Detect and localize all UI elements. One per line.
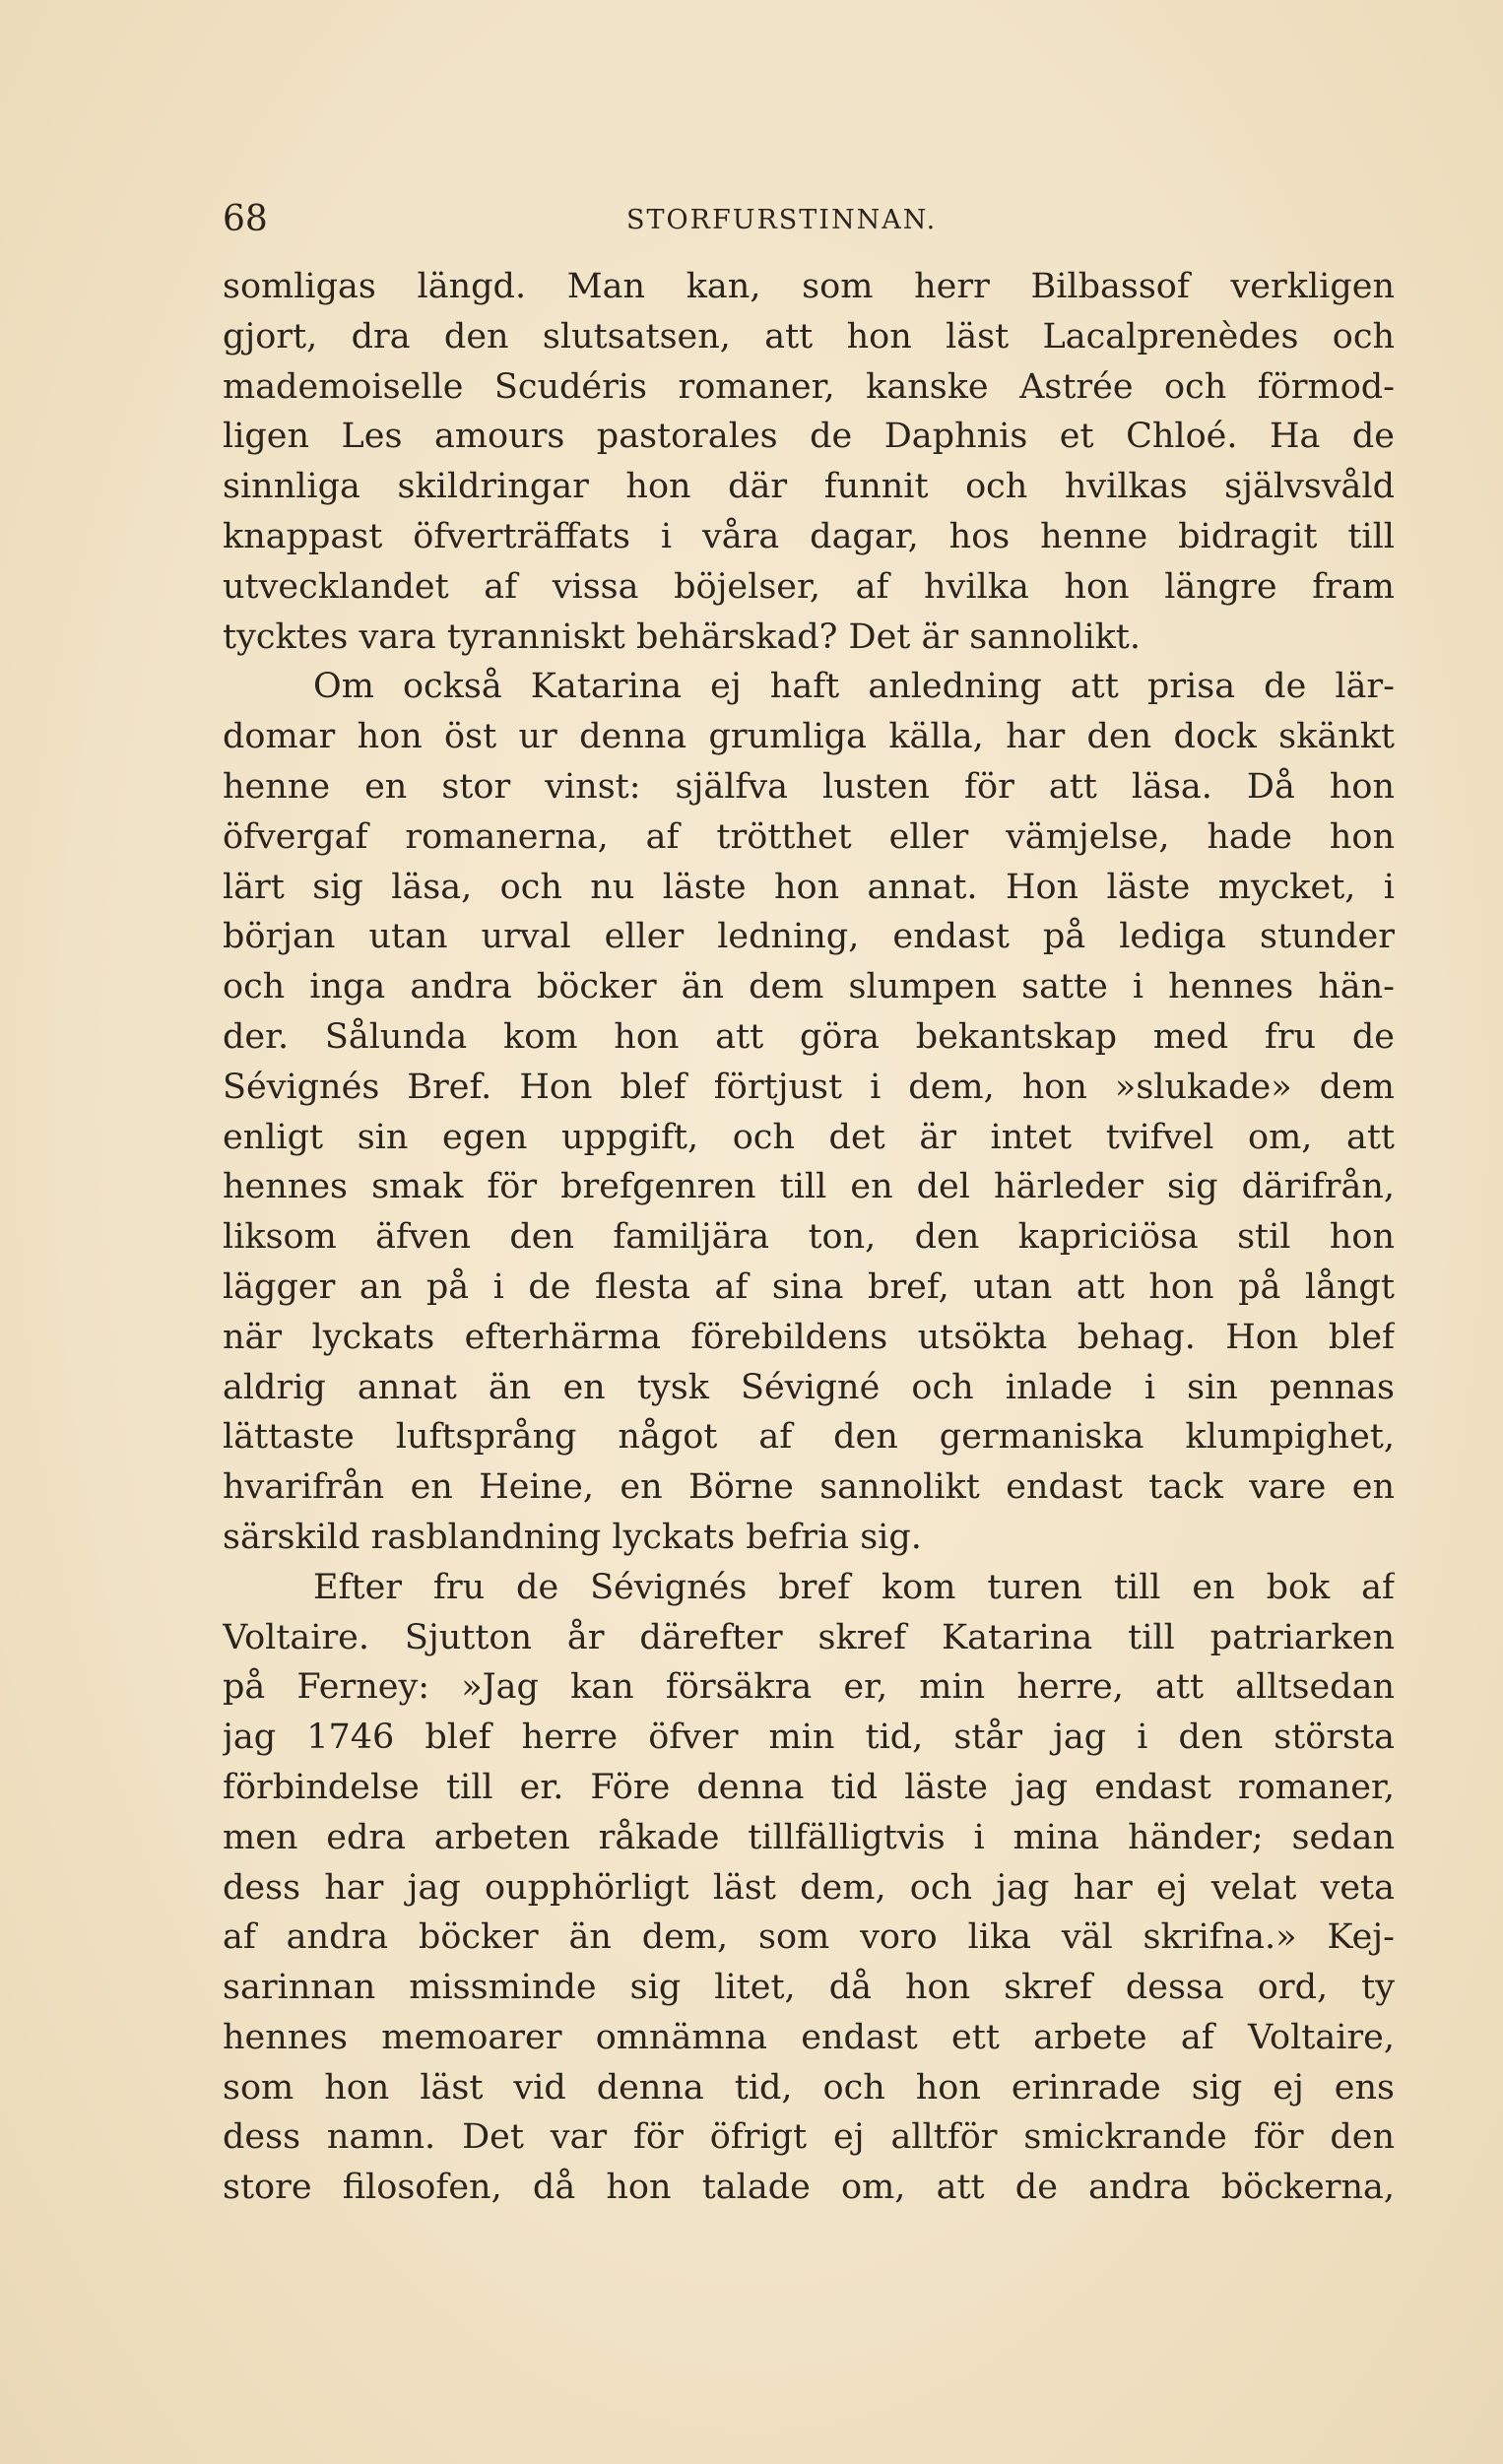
text-line: tycktes vara tyranniskt behärskad? Det är sannolikt.	[223, 616, 1141, 657]
page-header	[223, 195, 1395, 244]
text-line: på Ferney: »Jag kan försäkra er, min herre, att alltsedan	[223, 1667, 1395, 1708]
text-line: utvecklandet af vissa böjelser, af hvilka hon längre fram	[223, 566, 1395, 607]
text-line: lättaste luftsprång något af den germaniska klumpighet,	[223, 1417, 1395, 1458]
text-line: aldrig annat än en tysk Sévigné och inlade i sin pennas	[223, 1367, 1395, 1407]
text-line: liksom äfven den familjära ton, den kapriciösa stil hon	[223, 1217, 1395, 1258]
text-line: öfvergaf romanerna, af trötthet eller vämjelse, hade hon	[223, 816, 1395, 857]
text-line: sinnliga skildringar hon där funnit och hvilkas självsvåld	[223, 467, 1395, 507]
text-line: enligt sin egen uppgift, och det är intet tvifvel om, att	[223, 1117, 1395, 1157]
text-line: hennes smak för brefgenren till en del härleder sig därifrån,	[223, 1167, 1395, 1207]
text-line: hennes memoarer omnämna endast ett arbete af Voltaire,	[223, 2017, 1395, 2057]
text-line: lägger an på i de flesta af sina bref, utan att hon på långt	[223, 1266, 1395, 1307]
text-line: somligas längd. Man kan, som herr Bilbassof verkligen	[223, 267, 1395, 306]
body-text	[223, 262, 1395, 2213]
text-line: store filosofen, då hon talade om, att de andra böckerna,	[223, 2168, 1395, 2208]
running-title: STORFURSTINNAN.	[626, 205, 938, 235]
text-line: henne en stor vinst: själfva lusten för att läsa. Då hon	[223, 766, 1395, 807]
text-line: när lyckats efterhärma förebildens utsökta behag. Hon blef	[223, 1317, 1395, 1357]
page-number: 68	[223, 199, 268, 239]
text-line: ligen Les amours pastorales de Daphnis et Chloé. Ha de	[223, 417, 1395, 457]
text-line: dess har jag oupphörligt läst dem, och jag har ej velat veta	[223, 1867, 1395, 1908]
text-line: lärt sig läsa, och nu läste hon annat. Hon läste mycket, i	[223, 867, 1395, 907]
text-line: särskild rasblandning lyckats befria sig.	[223, 1517, 922, 1557]
text-line: och inga andra böcker än dem slumpen satte i hennes hän-	[223, 967, 1395, 1007]
text-line: men edra arbeten råkade tillfälligtvis i mina händer; sedan	[223, 1817, 1395, 1857]
text-line: förbindelse till er. Före denna tid läste jag endast romaner,	[223, 1767, 1395, 1807]
text-line: jag 1746 blef herre öfver min tid, står jag i den största	[223, 1718, 1395, 1758]
text-line: Voltaire. Sjutton år därefter skref Katarina till patriarken	[223, 1617, 1395, 1657]
text-line: der. Sålunda kom hon att göra bekantskap med fru de	[223, 1016, 1395, 1057]
text-line: Sévignés Bref. Hon blef förtjust i dem, hon »slukade» dem	[223, 1067, 1395, 1107]
text-line: sarinnan missminde sig litet, då hon skref dessa ord, ty	[223, 1968, 1395, 2008]
text-line: början utan urval eller ledning, endast på lediga stunder	[223, 917, 1395, 957]
text-line: knappast öfverträffats i våra dagar, hos henne bidragit till	[223, 516, 1395, 556]
text-line: gjort, dra den slutsatsen, att hon läst Lacalprenèdes och	[223, 316, 1395, 357]
text-line: hvarifrån en Heine, en Börne sannolikt endast tack vare en	[223, 1467, 1395, 1508]
text-line: dess namn. Det var för öfrigt ej alltför smickrande för den	[223, 2117, 1395, 2158]
text-line: af andra böcker än dem, som voro lika väl skrifna.» Kej-	[223, 1917, 1395, 1958]
text-line: som hon läst vid denna tid, och hon erinrade sig ej ens	[223, 2067, 1395, 2107]
text-line: Om också Katarina ej haft anledning att prisa de lär-	[313, 667, 1395, 707]
text-line: mademoiselle Scudéris romaner, kanske Astrée och förmod-	[223, 366, 1395, 407]
text-line: domar hon öst ur denna grumliga källa, har den dock skänkt	[223, 717, 1395, 757]
text-line: Efter fru de Sévignés bref kom turen till en bok af	[313, 1567, 1395, 1607]
